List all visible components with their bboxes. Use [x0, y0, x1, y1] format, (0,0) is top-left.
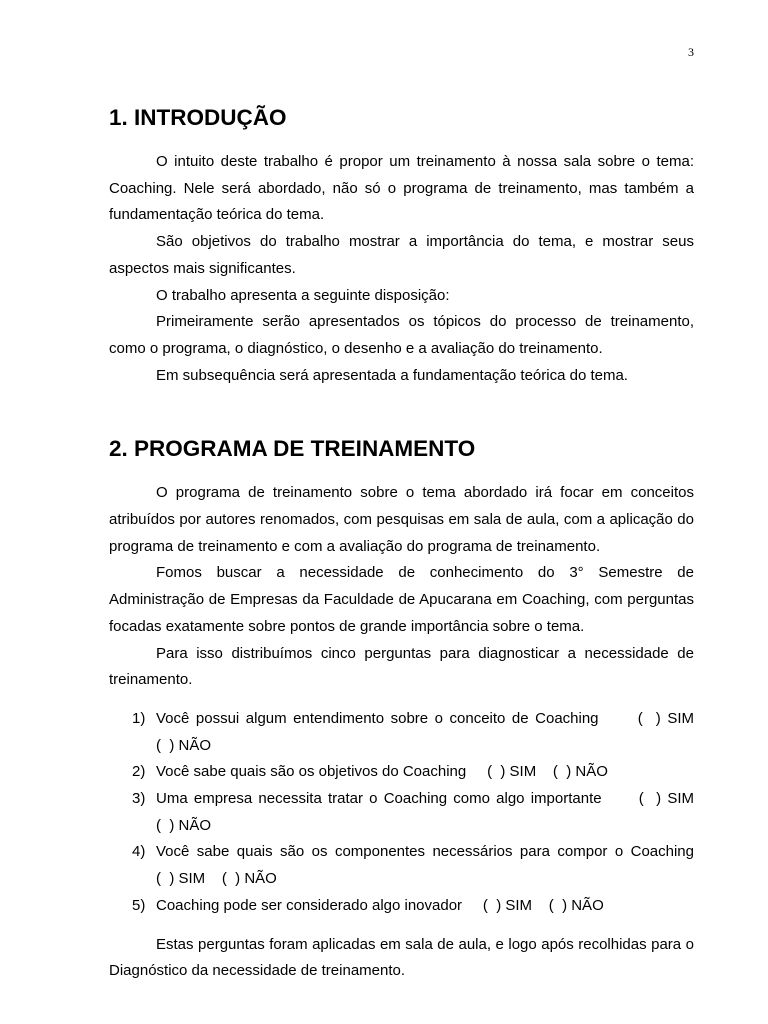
question-text: Você sabe quais são os objetivos do Coaching [156, 763, 467, 781]
question-number: 5) [132, 896, 146, 914]
question-item [109, 839, 694, 892]
no-option: ( ) NÃO [221, 870, 277, 888]
document-body [109, 105, 695, 985]
paragraph: Primeiramente serão apresentados os tópicos do processo de treinamento, como o programa, o diagnóstico, o desenho e a avaliação do treinamento. [109, 313, 694, 357]
question-number: 4) [132, 843, 146, 861]
no-option: ( ) NÃO [156, 736, 211, 754]
question-text: Uma empresa necessita tratar o Coaching como algo importante [156, 790, 602, 808]
page-number: 3 [688, 45, 694, 59]
paragraph: O trabalho apresenta a seguinte disposição: [156, 286, 450, 304]
question-text: Você possui algum entendimento sobre o conceito de Coaching [156, 709, 599, 727]
question-item [109, 893, 694, 920]
yes-option: ( ) SIM [487, 763, 537, 781]
yes-option: ( ) SIM [482, 896, 533, 914]
paragraph: São objetivos do trabalho mostrar a importância do tema, e mostrar seus aspectos mais significantes. [109, 233, 694, 277]
question-list [109, 706, 694, 920]
question-item [109, 706, 694, 759]
section-heading-programa-de-treinamento: 2. PROGRAMA DE TREINAMENTO [109, 436, 476, 462]
paragraph: O intuito deste trabalho é propor um treinamento à nossa sala sobre o tema: Coaching. Nele será abordado, não só o programa de treinamento, mas também a fundamentação teórica do tema. [109, 153, 694, 224]
no-option: ( ) NÃO [552, 763, 608, 781]
no-option: ( ) NÃO [156, 816, 211, 834]
yes-option: ( ) SIM [637, 709, 694, 727]
no-option: ( ) NÃO [548, 896, 604, 914]
paragraph: O programa de treinamento sobre o tema abordado irá focar em conceitos atribuídos por autores renomados, com pesquisas em sala de aula, com a aplicação do programa de treinamento e com a avaliação do programa de treinamento. [109, 484, 694, 555]
question-text: Você sabe quais são os componentes necessários para compor o Coaching [156, 843, 694, 861]
yes-option: ( ) SIM [638, 790, 695, 808]
paragraph: Para isso distribuímos cinco perguntas para diagnosticar a necessidade de treinamento. [109, 644, 694, 689]
paragraph: Estas perguntas foram aplicadas em sala de aula, e logo após recolhidas para o Diagnóstico da necessidade de treinamento. [109, 935, 694, 980]
question-item [109, 786, 694, 839]
question-number: 3) [132, 790, 146, 808]
paragraph: Em subsequência será apresentada a fundamentação teórica do tema. [156, 366, 628, 384]
yes-option: ( ) SIM [156, 870, 206, 888]
question-number: 1) [132, 709, 146, 727]
question-number: 2) [132, 763, 146, 781]
question-text: Coaching pode ser considerado algo inovador [156, 896, 463, 914]
paragraph: Fomos buscar a necessidade de conhecimento do 3° Semestre de Administração de Empresas da Faculdade de Apucarana em Coaching, com perguntas focadas exatamente sobre pontos de grande importância sobre o tema. [109, 564, 694, 635]
question-item [109, 759, 694, 786]
section-heading-introducao: 1. INTRODUÇÃO [109, 105, 287, 130]
